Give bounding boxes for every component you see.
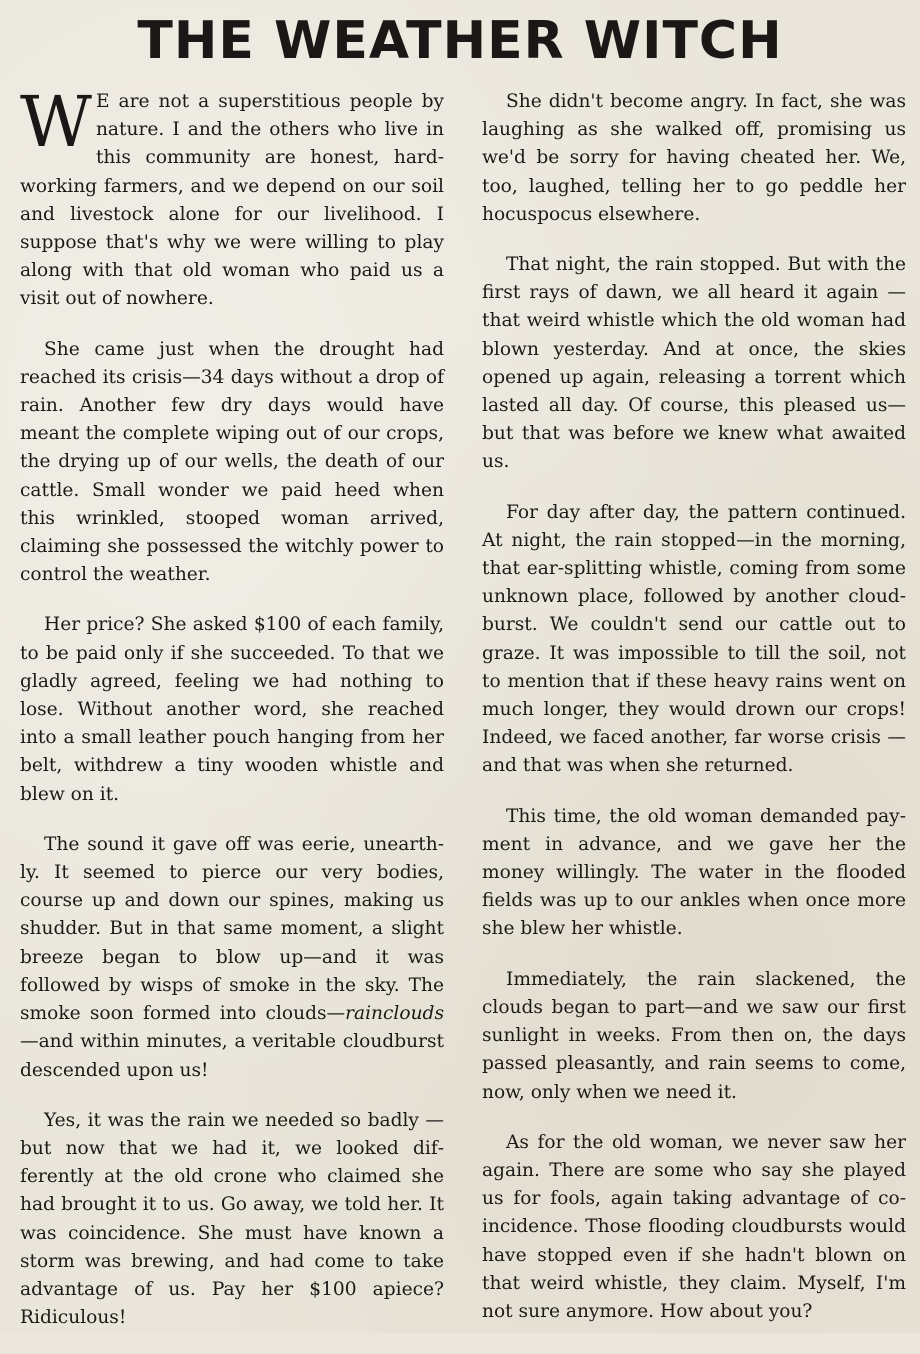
paragraph-4-italic: rainclouds [345, 1003, 444, 1025]
paragraph-7: That night, the rain stopped. But with the first rays of dawn, we all heard it again —that weird whistle which the old woman had blown yesterday. And at once, the skies opened up again, releasing a torrent which lasted all day. Of course, this pleased us— but that was before we knew what awaited us. [482, 254, 906, 473]
paragraph-4-after: —and within minutes, a veritable cloudburst descended upon us! [20, 1031, 444, 1081]
left-column [20, 81, 444, 1354]
paragraph-4-before: The sound it gave off was eerie, unearthly. It seemed to pierce our very bodies, course up and down our spines, making us shudder. But in that same moment, a slight breeze began to blow up—and it was followed by wisps of smoke in the sky. The smoke soon formed into clouds— [20, 833, 444, 1025]
paragraph-9: This time, the old woman demanded payment in advance, and we gave her the money willingly. The water in the flooded fields was up to our ankles when once more she blew her whistle. [482, 805, 906, 940]
paragraph-1-text: are not a superstitious people by nature. I and the others who live in this community are honest, hard-working farmers, and we depend on our soil and livestock alone for our livelihood. I suppose that's why we were willing to play along with that old woman who paid us a visit out of nowhere. [20, 91, 444, 310]
drop-cap: W [20, 81, 92, 163]
paragraph-1-first-letters: E [95, 91, 110, 112]
paragraph-8: For day after day, the pattern continued. At night, the rain stopped—in the morning, that ear-splitting whistle, coming from some unknown place, followed by another cloudburst. We couldn't send our cattle out to graze. It was impossible to till the soil, not to mention that if these heavy rains went on much longer, they would drown our crops! Indeed, we faced another, far worse crisis —and that was when she returned. [482, 501, 906, 777]
paragraph-4 [20, 831, 444, 1085]
paragraph-5: Yes, it was the rain we needed so badly —but now that we had it, we looked differently at the old crone who claimed she had brought it to us. Go away, we told her. It was coincidence. She must have known a storm was brewing, and had come to take advantage of us. Pay her $100 apiece? Ridiculous! [20, 1109, 444, 1329]
right-column [482, 88, 906, 1348]
paragraph-10: Immediately, the rain slackened, the clouds began to part—and we saw our first sunlight in weeks. From then on, the days passed pleasantly, and rain seems to come, now, only when we need it. [482, 968, 906, 1103]
paragraph-11: As for the old woman, we never saw her again. There are some who say she played us for fools, again taking advantage of coincidence. Those flooding cloudbursts would have stopped even if she hadn't blown on that weird whistle, they claim. Myself, I'm not sure anymore. How about you? [482, 1131, 906, 1322]
story-title: THE WEATHER WITCH [137, 11, 783, 71]
paragraph-1 [20, 81, 444, 314]
paragraph-2: She came just when the drought had reached its crisis—34 days without a drop of rain. Another few dry days would have meant the complete wiping out of our crops, the drying up of our wells, the death of our cattle. Small wonder we paid heed when this wrinkled, stooped woman arrived, claiming she possessed the witchly power to control the weather. [20, 338, 444, 586]
paragraph-3: Her price? She asked $100 of each family, to be paid only if she succeeded. To that we gladly agreed, feeling we had nothing to lose. Without another word, she reached into a small leather pouch hanging from her belt, withdrew a tiny wooden whistle and blew on it. [20, 614, 444, 805]
paragraph-6: She didn't become angry. In fact, she was laughing as she walked off, promising us we'd be sorry for having cheated her. We, too, laughed, telling her to go peddle her hocuspocus elsewhere. [482, 91, 906, 225]
